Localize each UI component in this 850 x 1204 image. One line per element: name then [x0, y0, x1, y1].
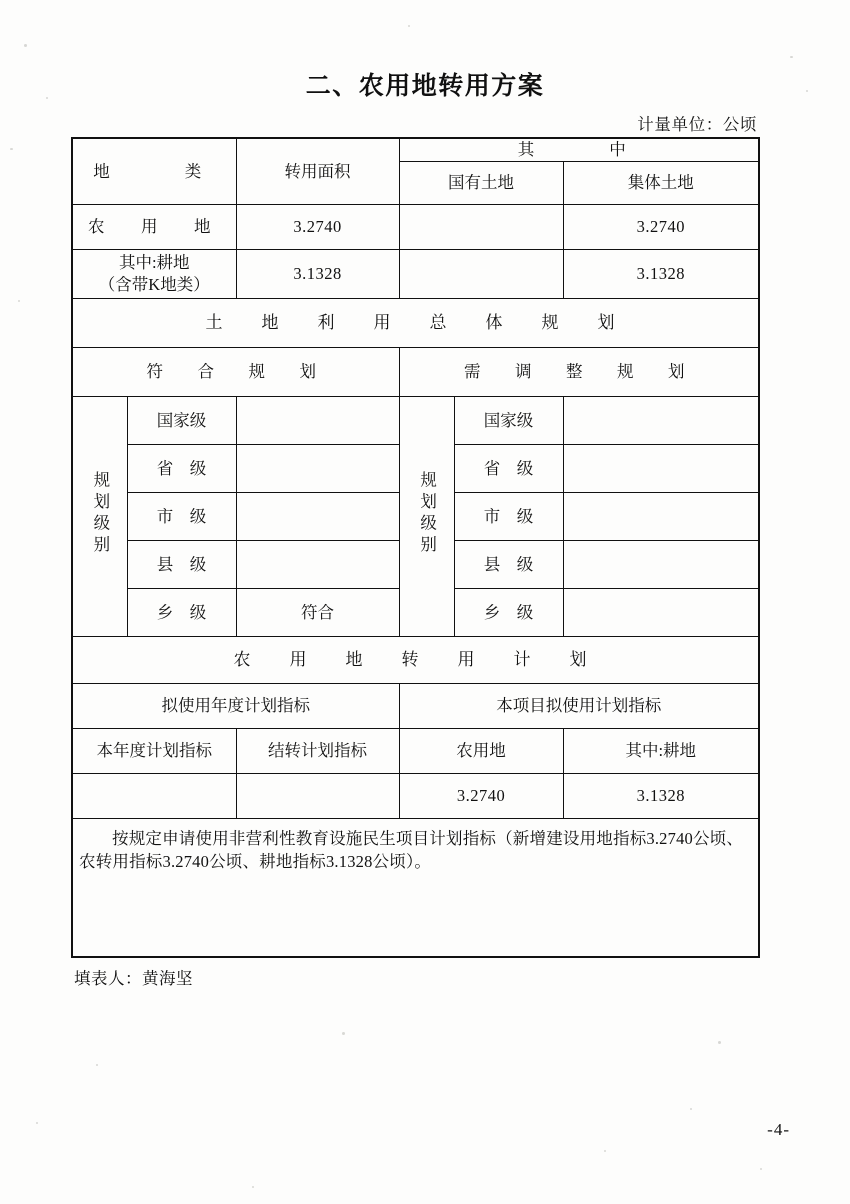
band-title-conversion-plan: 农 用 地 转 用 计 划 — [233, 649, 598, 669]
conversion-column-header-row — [72, 729, 759, 774]
header-land-type: 地 类 — [93, 161, 216, 181]
plan-group-header-row — [72, 348, 759, 397]
column-header-cultivated-land: 其中:耕地 — [625, 741, 697, 761]
cell-land-type-line1: 其中:耕地 — [118, 253, 190, 272]
header-converted-area: 转用面积 — [284, 161, 351, 181]
cell-converted-area: 3.2740 — [293, 217, 342, 237]
column-header-current-year-quota: 本年度计划指标 — [96, 741, 212, 761]
header-state-owned-land: 国有土地 — [448, 173, 514, 193]
band-title-overall-plan: 土 地 利 用 总 体 规 划 — [205, 312, 626, 332]
plan-level-label: 市 级 — [483, 506, 534, 526]
vertical-label-plan-level: 规划级别 — [90, 470, 110, 557]
plan-level-label: 乡 级 — [483, 602, 534, 622]
header-among-which: 其 中 — [517, 140, 640, 159]
group-title-annual-quota: 拟使用年度计划指标 — [161, 696, 310, 716]
plan-level-label: 县 级 — [156, 554, 207, 574]
column-header-carryover-quota: 结转计划指标 — [268, 741, 367, 761]
column-header-agricultural-land: 农用地 — [456, 741, 506, 761]
plan-level-label: 县 级 — [483, 554, 534, 574]
page-title: 二、农用地转用方案 — [305, 71, 545, 100]
group-title-conform-plan: 符 合 规 划 — [146, 362, 325, 382]
value-agricultural-land: 3.2740 — [456, 786, 506, 806]
vertical-label-plan-level: 规划级别 — [417, 470, 437, 557]
table-row-agricultural-land — [72, 205, 759, 250]
conversion-group-header-row — [72, 684, 759, 729]
page-number: -4- — [767, 1120, 790, 1139]
conversion-values-row — [72, 774, 759, 819]
plan-level-label: 国家级 — [483, 410, 534, 430]
cell-land-type: 农 用 地 — [88, 217, 221, 237]
conversion-plan-table — [71, 137, 758, 958]
plan-level-label: 省 级 — [483, 458, 534, 478]
plan-level-label: 国家级 — [156, 410, 207, 430]
note-row — [72, 819, 759, 958]
plan-level-row-national — [72, 397, 759, 445]
form-filler-label: 填表人：黄海坚 — [74, 969, 193, 988]
value-cultivated-land: 3.1328 — [636, 786, 685, 806]
group-title-adjust-plan: 需 调 整 规 划 — [464, 362, 694, 382]
cell-collective-land: 3.2740 — [636, 217, 685, 237]
note-text: 按规定申请使用非营利性教育设施民生项目计划指标（新增建设用地指标3.2740公顷、农转用指标3.2740公顷、耕地指标3.1328公顷）。 — [79, 829, 744, 871]
plan-level-value: 符合 — [301, 602, 334, 622]
measurement-unit-label: 计量单位：公顷 — [637, 115, 757, 134]
plan-level-label: 乡 级 — [156, 602, 207, 622]
plan-level-label: 市 级 — [156, 506, 207, 526]
section-band-conversion-plan — [72, 637, 759, 684]
header-collective-land: 集体土地 — [627, 173, 694, 193]
table-row-cultivated-land — [72, 250, 759, 299]
group-title-project-quota: 本项目拟使用计划指标 — [496, 696, 662, 716]
cell-collective-land: 3.1328 — [636, 264, 685, 284]
table-header-row — [72, 138, 759, 162]
plan-level-label: 省 级 — [156, 458, 207, 478]
cell-converted-area: 3.1328 — [293, 264, 342, 284]
cell-land-type-line2: （含带K地类） — [98, 275, 210, 295]
section-band-overall-plan — [72, 299, 759, 348]
